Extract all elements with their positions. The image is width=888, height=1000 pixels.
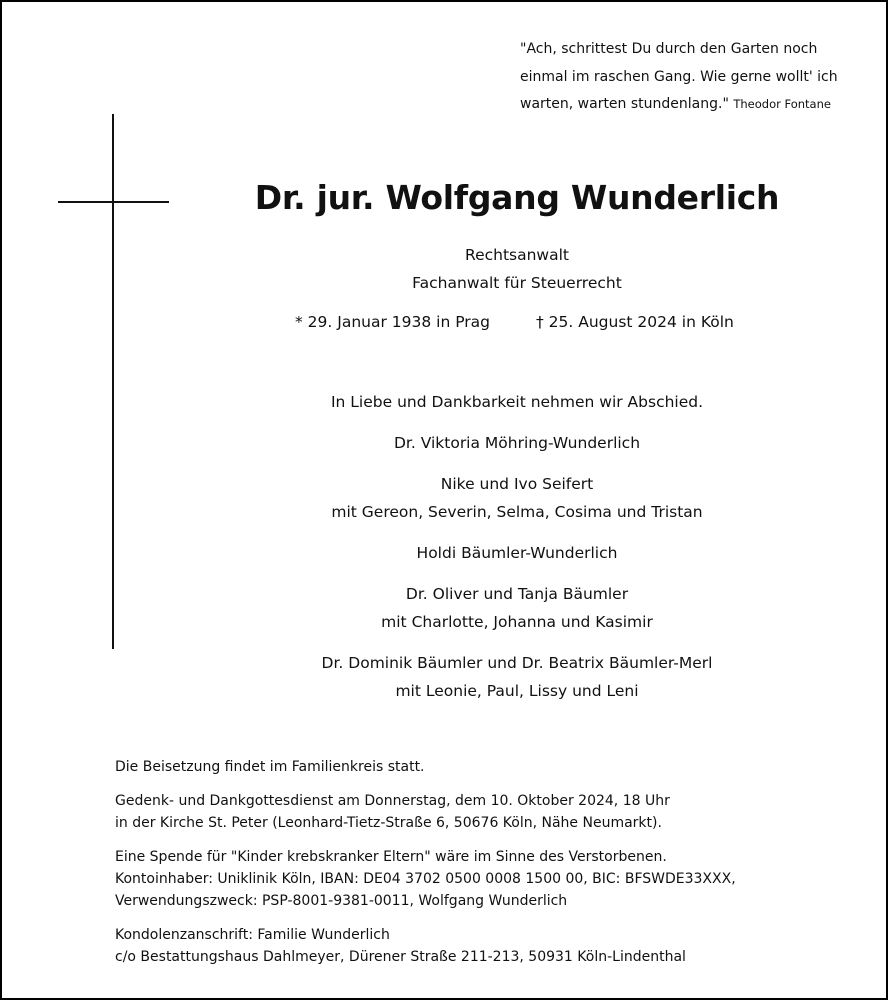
- info-line: Eine Spende für "Kinder krebskranker Eltern" wäre im Sinne des Verstorbenen.: [115, 849, 667, 865]
- quote-line-text: warten, warten stundenlang.": [520, 96, 729, 112]
- family-line: mit Gereon, Severin, Selma, Cosima und Tristan: [331, 503, 703, 521]
- quote-line: einmal im raschen Gang. Wie gerne wollt' ich: [520, 68, 838, 85]
- info-line: Verwendungszweck: PSP-8001-9381-0011, Wolfgang Wunderlich: [115, 893, 568, 909]
- info-line: Gedenk- und Dankgottesdienst am Donnerstag, dem 10. Oktober 2024, 18 Uhr: [115, 793, 670, 809]
- death-date: † 25. August 2024 in Köln: [536, 313, 734, 331]
- epigraph-quote: [520, 36, 880, 119]
- quote-line: "Ach, schrittest Du durch den Garten noch: [520, 41, 818, 57]
- family-line: mit Charlotte, Johanna und Kasimir: [381, 613, 653, 631]
- memorial-service-paragraph: [115, 790, 736, 834]
- info-line: in der Kirche St. Peter (Leonhard-Tietz-Straße 6, 50676 Köln, Nähe Neumarkt).: [115, 815, 662, 831]
- family-line: Holdi Bäumler-Wunderlich: [416, 544, 618, 562]
- quote-author: Theodor Fontane: [733, 97, 831, 111]
- family-group: [132, 580, 888, 636]
- info-line: Kontoinhaber: Uniklinik Köln, IBAN: DE04 3702 0500 0008 1500 00, BIC: BFSWDE33XXX,: [115, 871, 736, 887]
- info-line: Kondolenzanschrift: Familie Wunderlich: [115, 927, 390, 943]
- family-line: Dr. Viktoria Möhring-Wunderlich: [393, 434, 641, 452]
- burial-paragraph: [115, 756, 736, 778]
- family-group: [132, 649, 888, 705]
- family-group: [132, 539, 888, 567]
- condolence-address-paragraph: [115, 924, 736, 968]
- info-line: c/o Bestattungshaus Dahlmeyer, Dürener Straße 211-213, 50931 Köln-Lindenthal: [115, 949, 686, 965]
- donation-paragraph: [115, 846, 736, 912]
- family-line: Dr. Dominik Bäumler und Dr. Beatrix Bäumler-Merl: [321, 654, 713, 672]
- family-group: [132, 470, 888, 526]
- service-info: [115, 756, 736, 980]
- family-section: [132, 388, 888, 718]
- birth-date: * 29. Januar 1938 in Prag: [295, 313, 490, 331]
- family-group: [132, 429, 888, 457]
- quote-line: [520, 91, 880, 119]
- farewell-line: In Liebe und Dankbarkeit nehmen wir Abschied.: [330, 393, 704, 411]
- profession-title: Rechtsanwalt: [465, 246, 569, 264]
- info-line: Die Beisetzung findet im Familienkreis statt.: [115, 759, 425, 775]
- specialist-title: Fachanwalt für Steuerrecht: [412, 274, 622, 292]
- family-line: Dr. Oliver und Tanja Bäumler: [405, 585, 629, 603]
- deceased-name: Dr. jur. Wolfgang Wunderlich: [254, 178, 780, 217]
- cross-vertical-bar: [112, 114, 114, 649]
- family-line: Nike und Ivo Seifert: [440, 475, 594, 493]
- family-line: mit Leonie, Paul, Lissy und Leni: [395, 682, 639, 700]
